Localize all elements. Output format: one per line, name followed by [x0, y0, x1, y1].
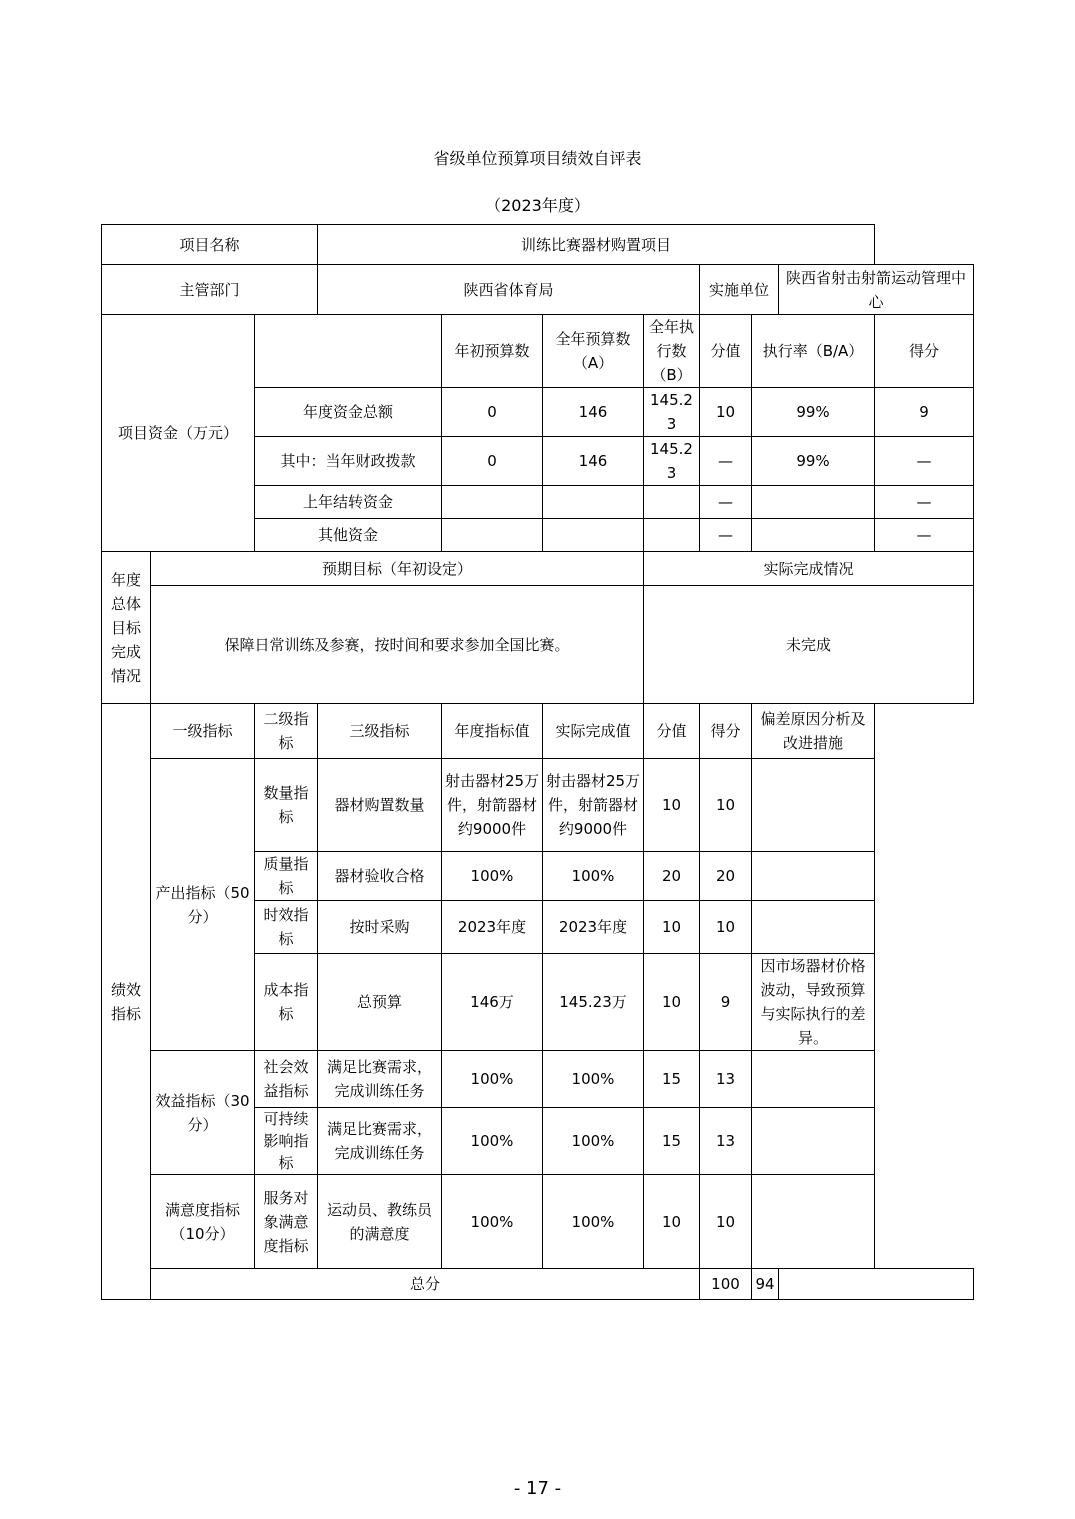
- funds-cell: —: [875, 486, 974, 519]
- funds-header-score: 得分: [875, 315, 974, 388]
- score-cell: 10: [700, 1175, 752, 1269]
- level2-cell: 可持续影响指标: [255, 1108, 318, 1175]
- funds-cell: 146: [543, 388, 644, 437]
- level3-cell: 满足比赛需求，完成训练任务: [318, 1108, 442, 1175]
- output-indicator-label: 产出指标（50分）: [151, 759, 255, 1051]
- funds-cell: 9: [875, 388, 974, 437]
- reason-cell: 因市场器材价格波动，导致预算与实际执行的差异。: [752, 954, 875, 1051]
- target-cell: 100%: [442, 1175, 543, 1269]
- total-score: 94: [752, 1269, 779, 1300]
- funds-label: 项目资金（万元）: [102, 315, 255, 552]
- funds-cell: 145.23: [644, 437, 700, 486]
- level3-cell: 器材验收合格: [318, 852, 442, 901]
- score-value-cell: 10: [644, 1175, 700, 1269]
- actual-cell: 100%: [543, 1175, 644, 1269]
- funds-cell: [442, 519, 543, 552]
- funds-cell: 145.23: [644, 388, 700, 437]
- funds-cell: [442, 486, 543, 519]
- level2-cell: 成本指标: [255, 954, 318, 1051]
- department-value: 陕西省体育局: [318, 265, 700, 315]
- performance-label: 绩效指标: [102, 704, 151, 1300]
- reason-cell: [752, 852, 875, 901]
- funds-cell: [543, 486, 644, 519]
- target-cell: 146万: [442, 954, 543, 1051]
- department-label: 主管部门: [102, 265, 318, 315]
- total-label: 总分: [151, 1269, 700, 1300]
- actual-cell: 145.23万: [543, 954, 644, 1051]
- perf-header-level3: 三级指标: [318, 704, 442, 759]
- score-cell: 13: [700, 1051, 752, 1108]
- funds-cell: [752, 486, 875, 519]
- funds-header-blank: [255, 315, 442, 388]
- funds-cell: [644, 486, 700, 519]
- page-subtitle: （2023年度）: [485, 196, 590, 215]
- funds-header-initial: 年初预算数: [442, 315, 543, 388]
- goals-expected-header: 预期目标（年初设定）: [151, 552, 644, 586]
- goals-label: 年度总体目标完成情况: [102, 552, 151, 704]
- level3-cell: 总预算: [318, 954, 442, 1051]
- score-value-cell: 20: [644, 852, 700, 901]
- goals-actual-header: 实际完成情况: [644, 552, 974, 586]
- funds-header-score-value: 分值: [700, 315, 752, 388]
- perf-header-actual: 实际完成值: [543, 704, 644, 759]
- score-cell: 10: [700, 759, 752, 852]
- funds-cell: 0: [442, 388, 543, 437]
- funds-cell: [752, 519, 875, 552]
- level2-cell: 数量指标: [255, 759, 318, 852]
- impl-unit-value: 陕西省射击射箭运动管理中心: [779, 265, 974, 315]
- level2-cell: 服务对象满意度指标: [255, 1175, 318, 1269]
- funds-header-rate: 执行率（B/A）: [752, 315, 875, 388]
- funds-cell: —: [700, 486, 752, 519]
- satisfaction-indicator-label: 满意度指标（10分）: [151, 1175, 255, 1269]
- score-value-cell: 15: [644, 1108, 700, 1175]
- score-value-cell: 10: [644, 954, 700, 1051]
- reason-cell: [752, 1108, 875, 1175]
- level3-cell: 满足比赛需求，完成训练任务: [318, 1051, 442, 1108]
- reason-cell: [752, 759, 875, 852]
- funds-row-name: 上年结转资金: [255, 486, 442, 519]
- target-cell: 100%: [442, 1051, 543, 1108]
- funds-cell: —: [700, 437, 752, 486]
- target-cell: 100%: [442, 852, 543, 901]
- level2-cell: 时效指标: [255, 901, 318, 954]
- level3-cell: 器材购置数量: [318, 759, 442, 852]
- funds-cell: —: [700, 519, 752, 552]
- funds-cell: 99%: [752, 388, 875, 437]
- funds-cell: [644, 519, 700, 552]
- actual-cell: 2023年度: [543, 901, 644, 954]
- perf-header-level2: 二级指标: [255, 704, 318, 759]
- reason-cell: [752, 1051, 875, 1108]
- funds-header-executed: 全年执行数（B）: [644, 315, 700, 388]
- funds-cell: —: [875, 519, 974, 552]
- funds-row-name: 其他资金: [255, 519, 442, 552]
- benefit-indicator-label: 效益指标（30分）: [151, 1051, 255, 1175]
- impl-unit-label: 实施单位: [700, 265, 779, 315]
- page-number: - 17 -: [513, 1478, 562, 1499]
- perf-header-target: 年度指标值: [442, 704, 543, 759]
- score-value-cell: 10: [644, 901, 700, 954]
- target-cell: 2023年度: [442, 901, 543, 954]
- perf-header-score-value: 分值: [644, 704, 700, 759]
- level3-cell: 运动员、教练员的满意度: [318, 1175, 442, 1269]
- score-cell: 9: [700, 954, 752, 1051]
- perf-header-score: 得分: [700, 704, 752, 759]
- level2-cell: 质量指标: [255, 852, 318, 901]
- total-blank: [779, 1269, 974, 1300]
- total-score-value: 100: [700, 1269, 752, 1300]
- funds-cell: —: [875, 437, 974, 486]
- target-cell: 100%: [442, 1108, 543, 1175]
- funds-cell: 99%: [752, 437, 875, 486]
- actual-cell: 100%: [543, 1051, 644, 1108]
- perf-header-level1: 一级指标: [151, 704, 255, 759]
- funds-cell: 10: [700, 388, 752, 437]
- actual-cell: 100%: [543, 1108, 644, 1175]
- funds-row-name: 年度资金总额: [255, 388, 442, 437]
- page-title: 省级单位预算项目绩效自评表: [433, 149, 642, 168]
- project-name-label: 项目名称: [102, 225, 318, 265]
- level3-cell: 按时采购: [318, 901, 442, 954]
- goals-actual-text: 未完成: [644, 586, 974, 704]
- score-value-cell: 15: [644, 1051, 700, 1108]
- funds-row-name: 其中：当年财政拨款: [255, 437, 442, 486]
- score-value-cell: 10: [644, 759, 700, 852]
- funds-cell: [543, 519, 644, 552]
- project-name-value: 训练比赛器材购置项目: [318, 225, 875, 265]
- reason-cell: [752, 1175, 875, 1269]
- score-cell: 10: [700, 901, 752, 954]
- actual-cell: 射击器材25万件，射箭器材约9000件: [543, 759, 644, 852]
- score-cell: 20: [700, 852, 752, 901]
- goals-expected-text: 保障日常训练及参赛，按时间和要求参加全国比赛。: [151, 586, 644, 704]
- funds-header-annual: 全年预算数（A）: [543, 315, 644, 388]
- score-cell: 13: [700, 1108, 752, 1175]
- target-cell: 射击器材25万件，射箭器材约9000件: [442, 759, 543, 852]
- reason-cell: [752, 901, 875, 954]
- perf-header-reason: 偏差原因分析及改进措施: [752, 704, 875, 759]
- funds-cell: 0: [442, 437, 543, 486]
- evaluation-table: [101, 224, 974, 1300]
- level2-cell: 社会效益指标: [255, 1051, 318, 1108]
- actual-cell: 100%: [543, 852, 644, 901]
- funds-cell: 146: [543, 437, 644, 486]
